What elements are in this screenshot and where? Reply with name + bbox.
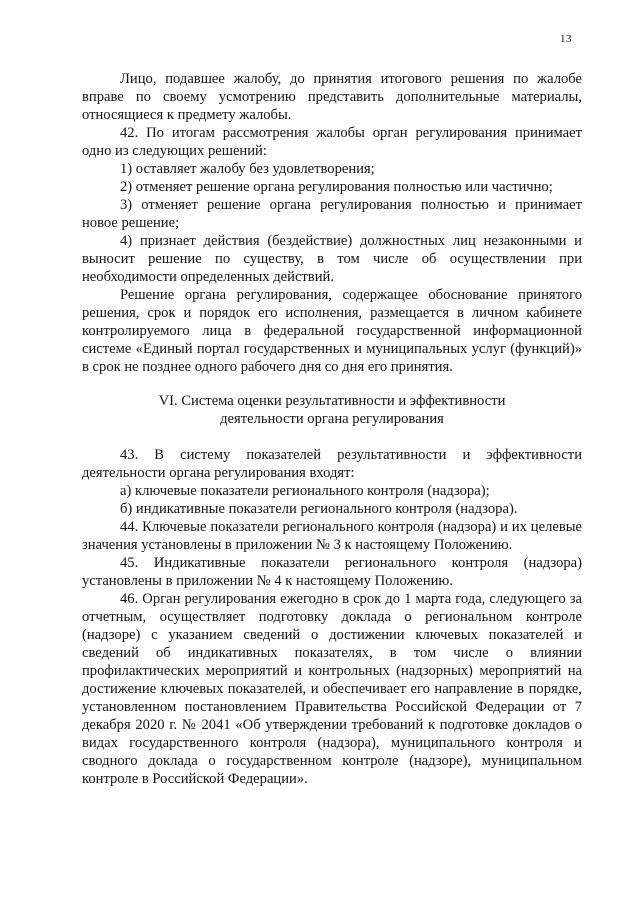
list-item-decision-1: 1) оставляет жалобу без удовлетворения; <box>120 161 375 177</box>
paragraph-additional-materials: Лицо, подавшее жалобу, до принятия итогового решения по жалобе вправе по своему усмотрению представить дополнительные материалы, относящиеся к предмету жалобы. <box>82 71 582 123</box>
paragraph-43: 43. В систему показателей результативности и эффективности деятельности органа регулирования входят: <box>82 447 582 481</box>
list-item-decision-2: 2) отменяет решение органа регулирования полностью или частично; <box>120 179 553 195</box>
list-item-key-indicators: а) ключевые показатели регионального контроля (надзора); <box>120 483 490 499</box>
paragraph-45: 45. Индикативные показатели регионального контроля (надзора) установлены в приложении № 4 к настоящему Положению. <box>82 555 582 589</box>
paragraph-44: 44. Ключевые показатели регионального контроля (надзора) и их целевые значения установлены в приложении № 3 к настоящему Положению. <box>82 519 582 553</box>
paragraph-decision-publication: Решение органа регулирования, содержащее обоснование принятого решения, срок и порядок его исполнения, размещается в личном кабинете контролируемого лица в федеральной государственной информационной системе «Единый портал государственных и муниципальных услуг (функций)» в срок не позднее одного рабочего дня со дня его принятия. <box>82 287 582 375</box>
section-heading <box>82 392 582 428</box>
section-heading-line-1: VI. Система оценки результативности и эффективности <box>158 393 506 409</box>
paragraph-46: 46. Орган регулирования ежегодно в срок до 1 марта года, следующего за отчетным, осуществляет подготовку доклада о региональном контроле (надзоре) с указанием сведений о достижении ключевых показателей и сведений об индикативных показателях, в том числе о влиянии профилактических мероприятий и контрольных (надзорных) мероприятий на достижение ключевых показателей, и обеспечивает его направление в порядке, установленном постановлением Правительства Российской Федерации от 7 декабря 2020 г. № 2041 «Об утверждении требований к подготовке докладов о видах государственного контроля (надзора), муниципального контроля и сводного доклада о государственном контроле (надзоре), муниципальном контроле в Российской Федерации». <box>82 591 582 787</box>
list-item-decision-3: 3) отменяет решение органа регулирования полностью и принимает новое решение; <box>82 197 582 231</box>
document-body <box>82 70 582 788</box>
list-item-decision-4: 4) признает действия (бездействие) должностных лиц незаконными и выносит решение по существу, в том числе об осуществлении при необходимости определенных действий. <box>82 233 582 285</box>
paragraph-42: 42. По итогам рассмотрения жалобы орган регулирования принимает одно из следующих решений: <box>82 125 582 159</box>
list-item-indicative-indicators: б) индикативные показатели регионального контроля (надзора). <box>120 501 518 517</box>
page-number: 13 <box>560 33 572 45</box>
section-heading-line-2: деятельности органа регулирования <box>220 411 444 427</box>
